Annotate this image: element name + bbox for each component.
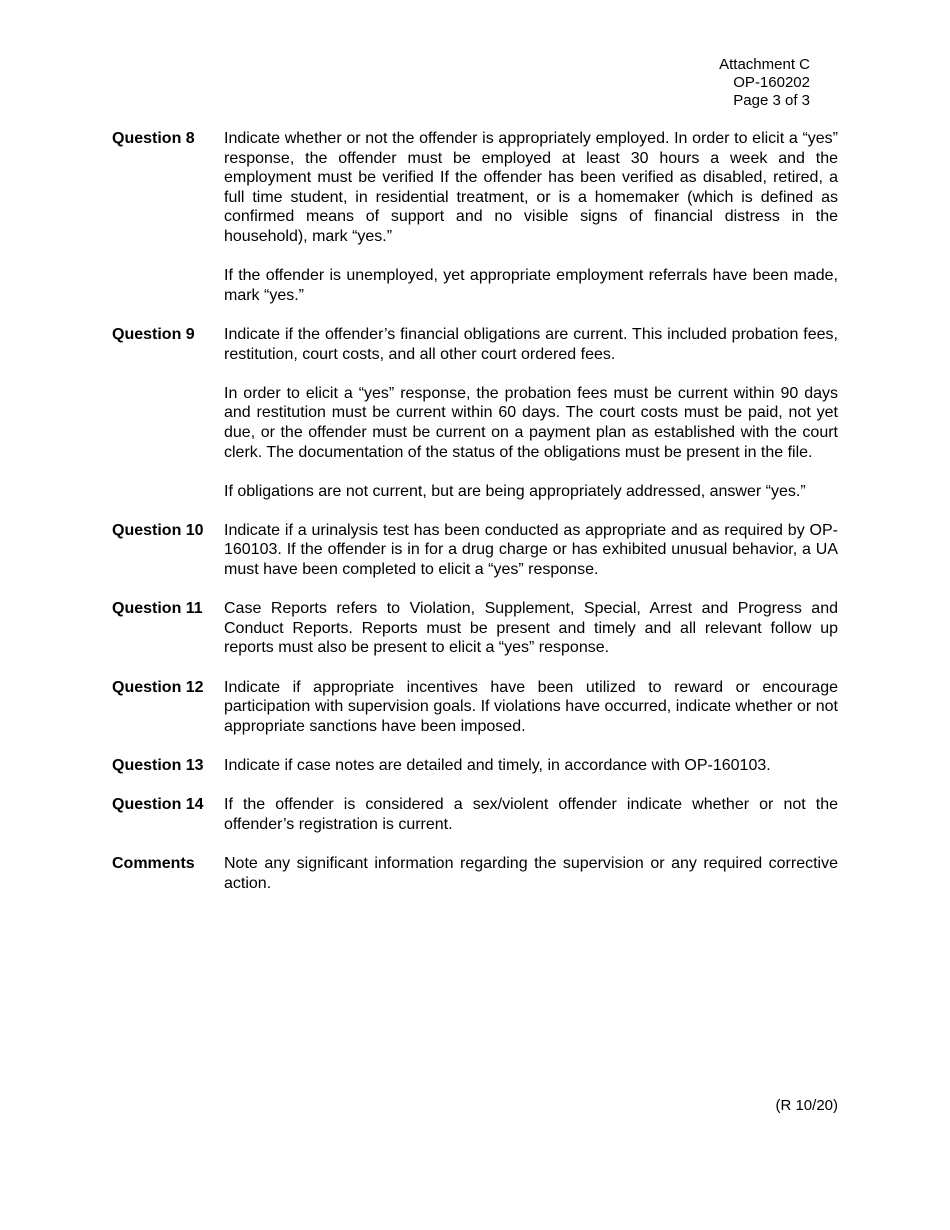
question-body: [224, 129, 838, 305]
question-paragraph: If obligations are not current, but are being appropriately addressed, answer “yes.”: [224, 482, 806, 500]
question-13: [112, 756, 838, 776]
question-label: Question 14: [112, 796, 204, 814]
question-12: [112, 678, 838, 737]
question-paragraph: Indicate if appropriate incentives have been utilized to reward or encourage participation with supervision goals. If violations have occurred, indicate whether or not appropriate sanctions have been imposed.: [224, 678, 838, 735]
question-paragraph: If the offender is considered a sex/violent offender indicate whether or not the offender’s registration is current.: [224, 796, 838, 833]
question-label: Question 13: [112, 757, 204, 774]
comments-body: [224, 854, 838, 893]
question-label: Question 8: [112, 130, 195, 147]
procedure-number: OP-160202: [733, 74, 810, 91]
comments-paragraph: Note any significant information regarding the supervision or any required corrective action.: [224, 854, 838, 892]
question-paragraph: Indicate whether or not the offender is appropriately employed. In order to elicit a “yes” response, the offender must be employed at least 30 hours a week and the employment must be verified If the offender has been verified as disabled, retired, a full time student, in residential treatment, or is a homemaker (which is defined as confirmed means of support and no visible signs of financial distress in the household), mark “yes.”: [224, 130, 838, 245]
question-label: Question 12: [112, 678, 204, 696]
question-paragraph: Indicate if case notes are detailed and timely, in accordance with OP-160103.: [224, 757, 771, 774]
question-body: [224, 678, 838, 737]
page-number: Page 3 of 3: [733, 92, 810, 109]
question-paragraph: If the offender is unemployed, yet appropriate employment referrals have been made, mark “yes.”: [224, 267, 838, 304]
question-label: Question 9: [112, 325, 195, 343]
question-paragraph: Case Reports refers to Violation, Supplement, Special, Arrest and Progress and Conduct Reports. Reports must be present and timely and all relevant follow up reports must also be present to elicit a “yes” response.: [224, 600, 838, 657]
question-body: [224, 795, 838, 834]
question-label: Question 11: [112, 600, 203, 618]
question-paragraph: In order to elicit a “yes” response, the probation fees must be current within 90 days and restitution must be current within 60 days. The court costs must be paid, not yet due, or the offender must be current on a payment plan as established with the court clerk. The documentation of the status of the obligations must be present in the file.: [224, 384, 838, 461]
question-body: [224, 756, 838, 776]
question-8: [112, 129, 838, 305]
question-body: [224, 521, 838, 580]
question-11: [112, 599, 838, 658]
comments: [112, 854, 838, 893]
page-header: [690, 56, 810, 110]
question-10: [112, 521, 838, 580]
comments-label: Comments: [112, 854, 195, 872]
question-9: [112, 325, 838, 501]
question-14: [112, 795, 838, 834]
revision-footer: (R 10/20): [775, 1097, 838, 1114]
question-label: Question 10: [112, 521, 204, 539]
question-body: [224, 325, 838, 501]
attachment-label: Attachment C: [719, 56, 810, 73]
question-paragraph: Indicate if the offender’s financial obligations are current. This included probation fees, restitution, court costs, and all other court ordered fees.: [224, 325, 838, 363]
question-list: [112, 129, 838, 913]
question-paragraph: Indicate if a urinalysis test has been conducted as appropriate and as required by OP-160103. If the offender is in for a drug charge or has exhibited unusual behavior, a UA must have been completed to elicit a “yes” response.: [224, 521, 838, 579]
question-body: [224, 599, 838, 658]
